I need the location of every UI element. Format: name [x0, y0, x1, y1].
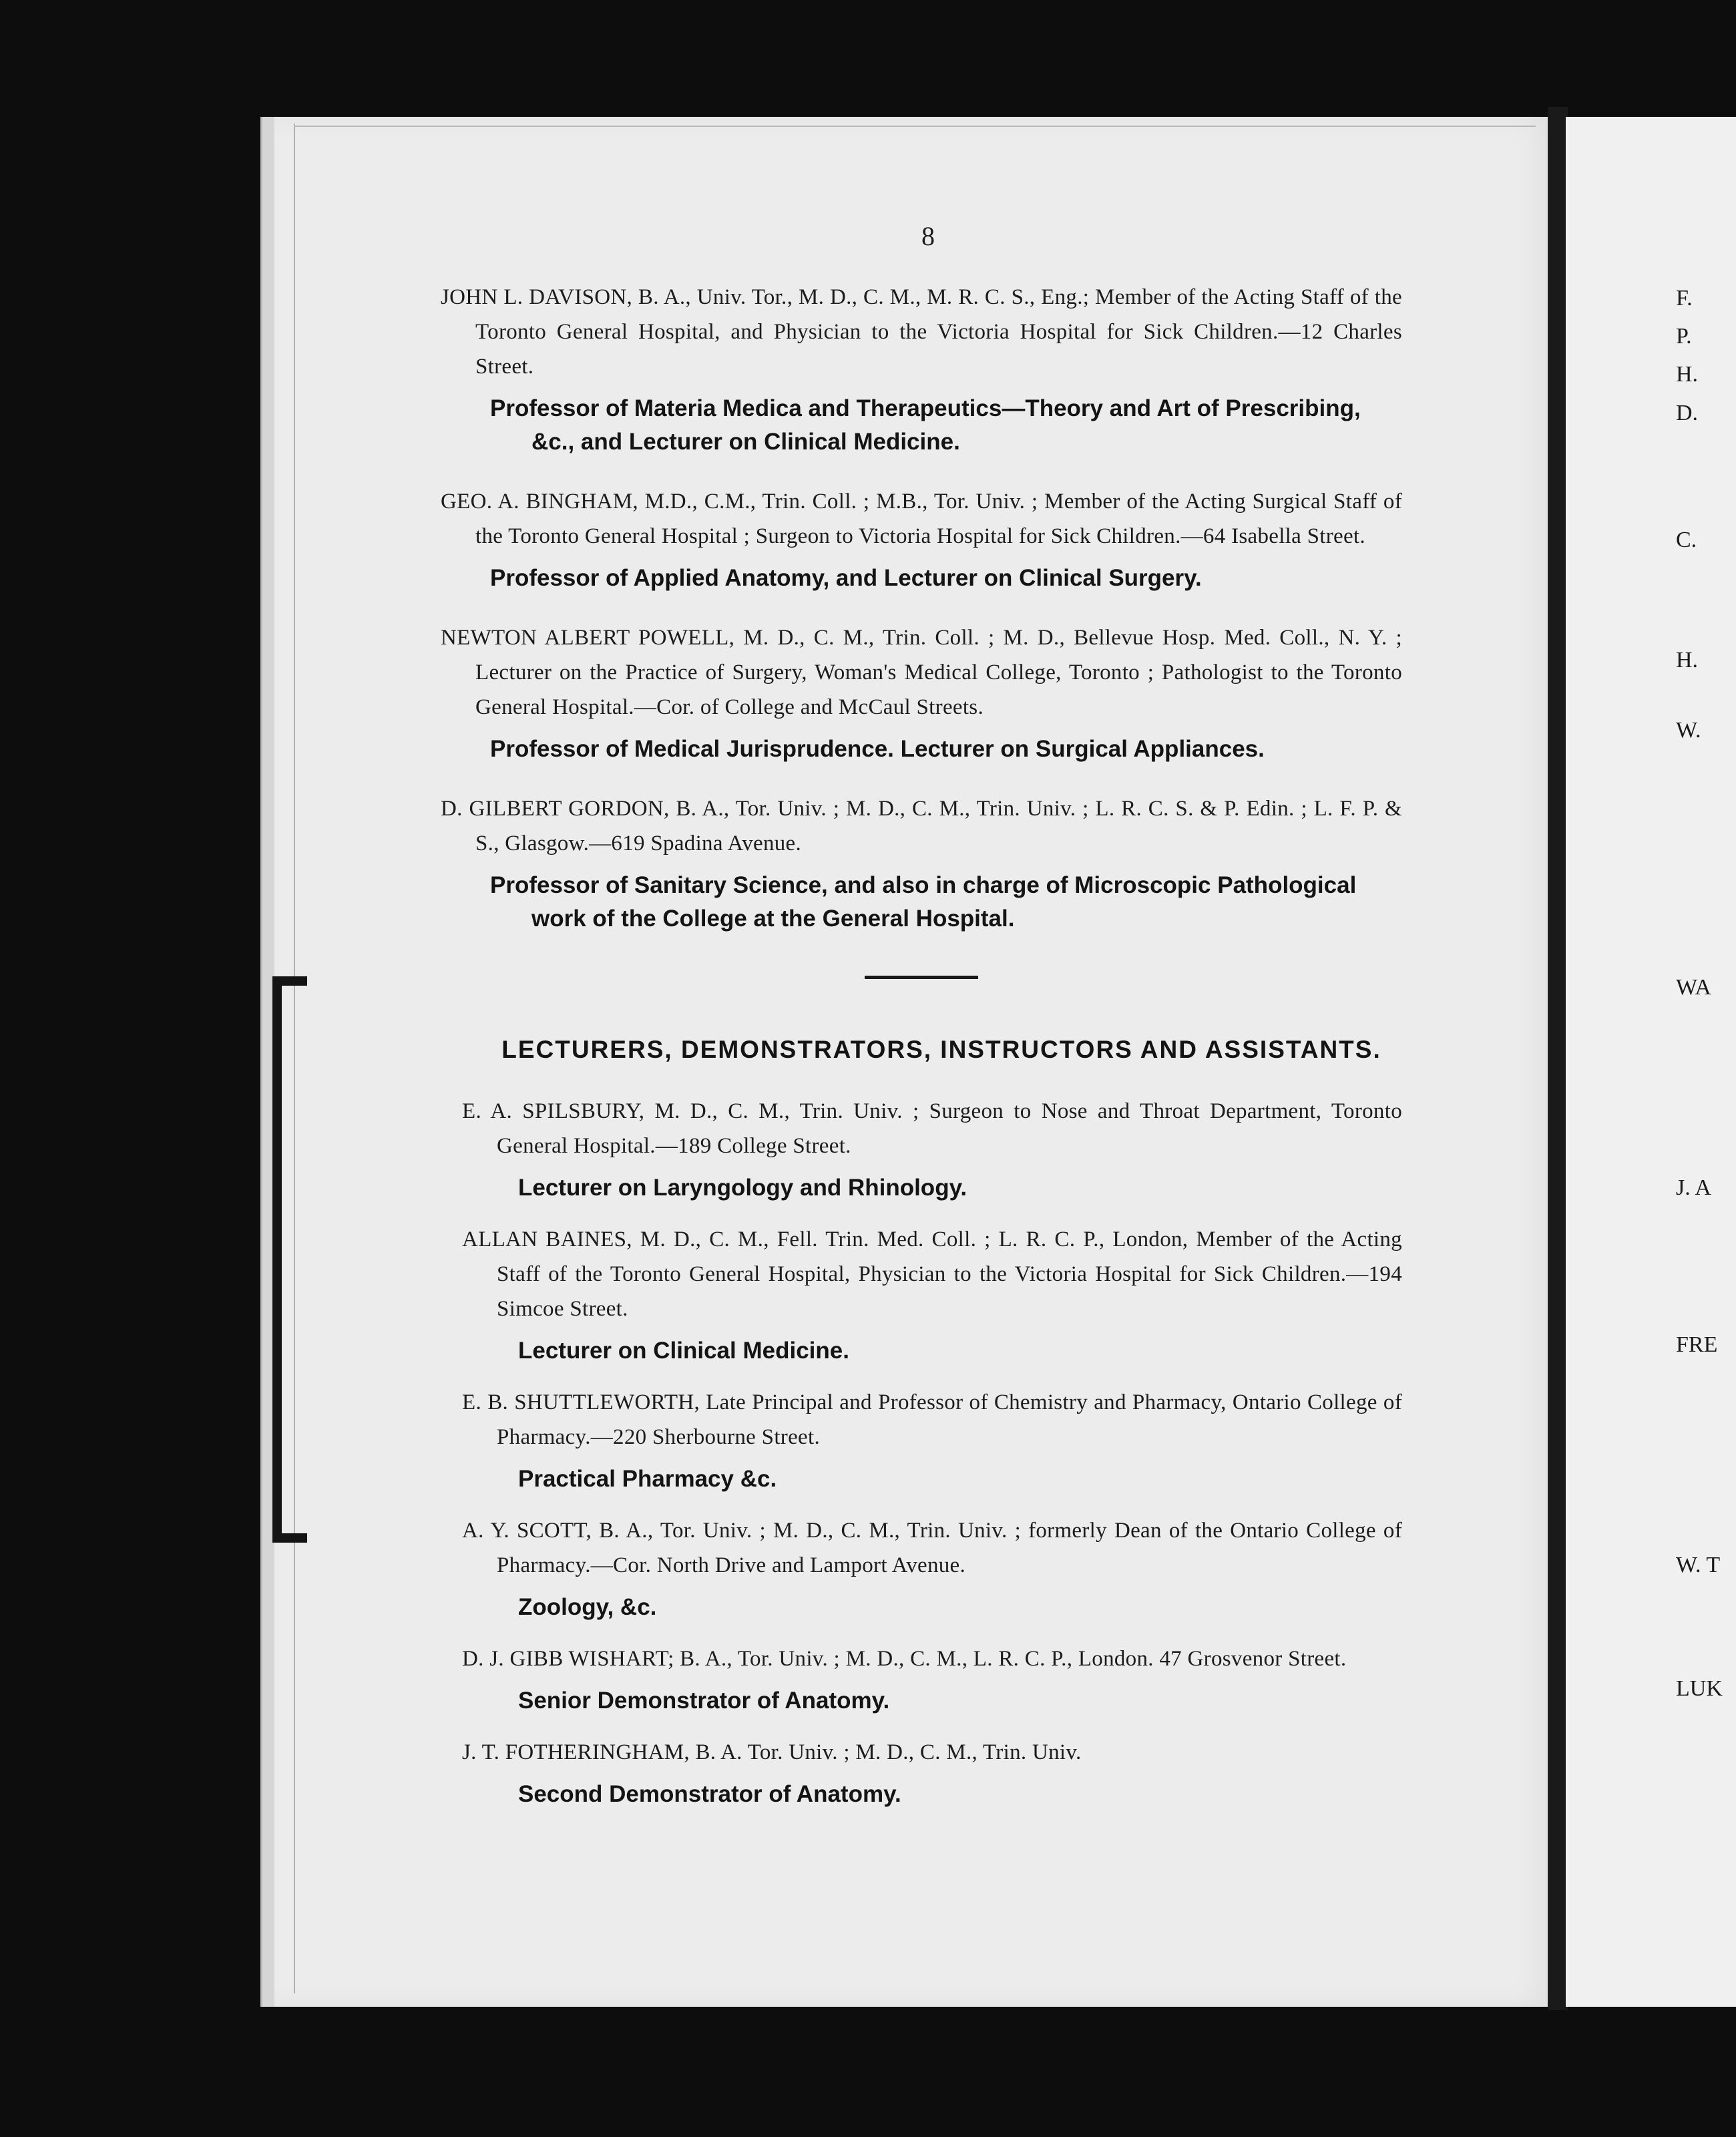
fragment: WA	[1676, 975, 1711, 1000]
page-top-edge	[294, 126, 1536, 127]
entry-title: Zoology, &c.	[518, 1594, 657, 1620]
entry-text: A. Y. SCOTT, B. A., Tor. Univ. ; M. D., C. M., Trin. Univ. ; formerly Dean of the Ontario College of Pharmacy.—Cor. North Drive and Lamport Avenue.	[462, 1519, 1402, 1577]
facing-page-fragments	[1676, 0, 1736, 2137]
entry-text: D. J. GIBB WISHART; B. A., Tor. Univ. ; M. D., C. M., L. R. C. P., London. 47 Grosvenor Street.	[462, 1647, 1347, 1671]
fragment: J. A	[1676, 1175, 1711, 1200]
fragment: C.	[1676, 528, 1697, 552]
lecturer-entry	[462, 1513, 1402, 1624]
professor-entry	[441, 280, 1402, 459]
binding-bracket	[272, 976, 307, 1543]
entry-title: Second Demonstrator of Anatomy.	[518, 1781, 901, 1807]
entry-title: Professor of Sanitary Science, and also in charge of Microscopic Pathological work of the College at the General Hospital.	[490, 872, 1357, 932]
lecturer-entry	[462, 1735, 1402, 1811]
entry-title: Lecturer on Laryngology and Rhinology.	[518, 1175, 967, 1201]
fragment: W. T	[1676, 1553, 1721, 1577]
fragment: FRE	[1676, 1332, 1718, 1357]
fragment: F.	[1676, 286, 1693, 311]
entry-text: D. GILBERT GORDON, B. A., Tor. Univ. ; M. D., C. M., Trin. Univ. ; L. R. C. S. & P. Edin. ; L. F. P. & S., Glasgow.—619 Spadina Avenue.	[441, 797, 1402, 855]
entry-title: Senior Demonstrator of Anatomy.	[518, 1688, 890, 1714]
fragment: H.	[1676, 648, 1699, 672]
entry-title: Professor of Medical Jurisprudence. Lecturer on Surgical Appliances.	[490, 736, 1265, 762]
fragment: H.	[1676, 362, 1699, 387]
fragment: LUK	[1676, 1676, 1723, 1701]
fragment: W.	[1676, 718, 1701, 743]
fragment: D.	[1676, 401, 1699, 425]
entry-text: JOHN L. DAVISON, B. A., Univ. Tor., M. D., C. M., M. R. C. S., Eng.; Member of the Acting Staff of the Toronto General Hospital, and Physician to the Victoria Hospital for Sick Children.—12 Charles Street.	[441, 285, 1402, 379]
entry-title: Professor of Applied Anatomy, and Lecturer on Clinical Surgery.	[490, 565, 1202, 591]
entry-title: Practical Pharmacy &c.	[518, 1466, 777, 1492]
entry-title: Professor of Materia Medica and Therapeutics—Theory and Art of Prescribing, &c., and Lecturer on Clinical Medicine.	[490, 395, 1361, 455]
entry-text: E. B. SHUTTLEWORTH, Late Principal and Professor of Chemistry and Pharmacy, Ontario College of Pharmacy.—220 Sherbourne Street.	[462, 1390, 1402, 1449]
entry-text: GEO. A. BINGHAM, M.D., C.M., Trin. Coll. ; M.B., Tor. Univ. ; Member of the Acting Surgical Staff of the Toronto General Hospital ; Surgeon to Victoria Hospital for Sick Children.—64 Isabella Street.	[441, 490, 1402, 548]
fragment: P.	[1676, 324, 1692, 349]
section-divider	[865, 976, 978, 979]
entry-text: ALLAN BAINES, M. D., C. M., Fell. Trin. Med. Coll. ; L. R. C. P., London, Member of the Acting Staff of the Toronto General Hospital, Physician to the Victoria Hospital for Sick Children.—194 Simcoe Street.	[462, 1227, 1402, 1321]
professor-entry	[441, 484, 1402, 595]
lecturer-entry	[462, 1385, 1402, 1496]
book-gutter	[1548, 107, 1568, 2010]
lecturer-entry	[462, 1222, 1402, 1368]
section-heading: LECTURERS, DEMONSTRATORS, INSTRUCTORS AND ASSISTANTS.	[501, 1036, 1381, 1063]
entry-title: Lecturer on Clinical Medicine.	[518, 1338, 849, 1364]
entry-text: J. T. FOTHERINGHAM, B. A. Tor. Univ. ; M. D., C. M., Trin. Univ.	[462, 1740, 1082, 1764]
page-number: 8	[921, 221, 935, 251]
professor-entry	[441, 620, 1402, 766]
lecturer-entry	[462, 1094, 1402, 1205]
page-content	[441, 220, 1402, 1828]
entry-text: NEWTON ALBERT POWELL, M. D., C. M., Trin. Coll. ; M. D., Bellevue Hosp. Med. Coll., N. Y. ; Lecturer on the Practice of Surgery, Woman's Medical College, Toronto ; Pathologist to the Toronto General Hospital.—Cor. of College and McCaul Streets.	[441, 626, 1402, 719]
lecturer-entry	[462, 1641, 1402, 1718]
lecturers-list	[441, 1094, 1402, 1811]
professor-entry	[441, 791, 1402, 936]
entry-text: E. A. SPILSBURY, M. D., C. M., Trin. Univ. ; Surgeon to Nose and Throat Department, Toronto General Hospital.—189 College Street.	[462, 1099, 1402, 1158]
